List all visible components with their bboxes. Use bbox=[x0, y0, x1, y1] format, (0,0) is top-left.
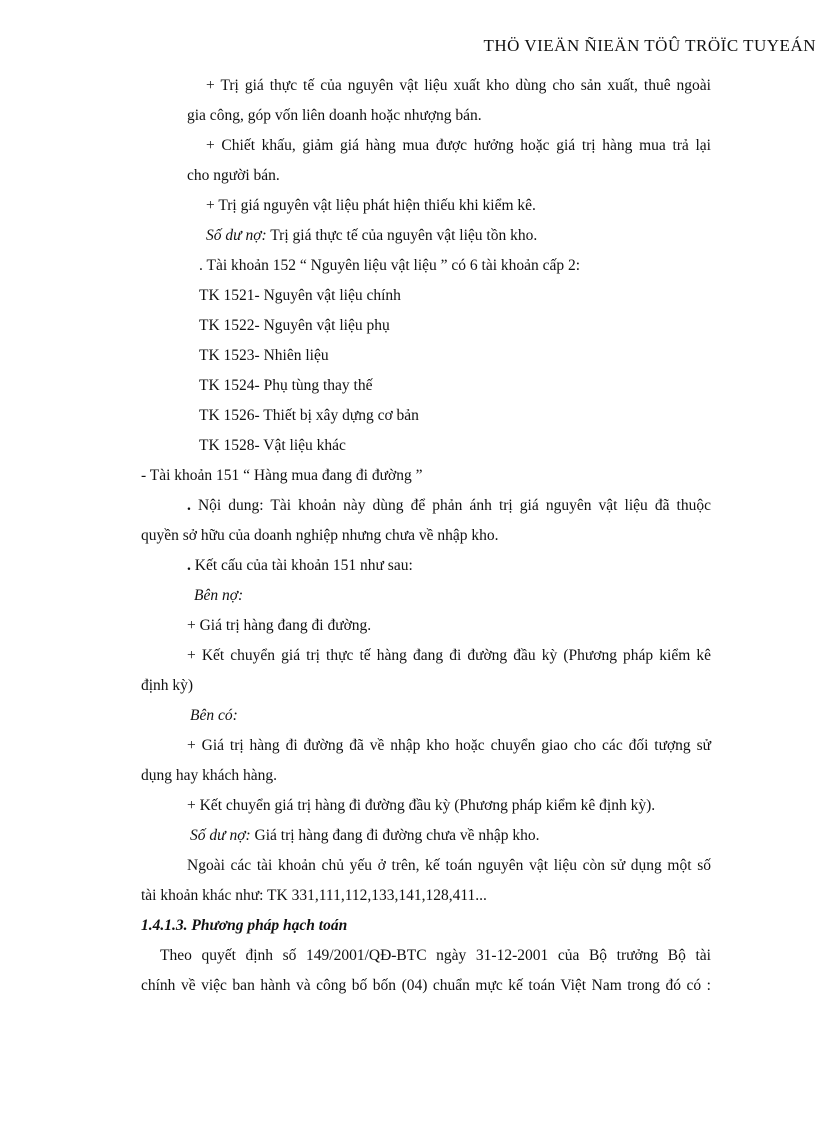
label-so-du-no: Số dư nợ: bbox=[206, 227, 267, 244]
text-line: định kỳ) bbox=[141, 677, 194, 694]
section-heading: 1.4.1.3. Phương pháp hạch toán bbox=[141, 917, 348, 934]
page-header: THÖ VIEÄN ÑIEÄN TÖÛ TRÖÏC TUYEÁN bbox=[483, 36, 816, 55]
account-item: TK 1522- Nguyên vật liệu phụ bbox=[199, 317, 390, 334]
bullet-dot: . bbox=[187, 557, 191, 574]
account-item: TK 1528- Vật liệu khác bbox=[199, 437, 346, 454]
text-line: cho người bán. bbox=[187, 167, 280, 184]
text-line: chính về việc ban hành và công bố bốn (04) chuẩn mực kế toán Việt Nam trong đó có : bbox=[141, 977, 711, 994]
account-item: TK 1524- Phụ tùng thay thế bbox=[199, 377, 373, 394]
text-line: + Kết chuyển giá trị hàng đi đường đầu kỳ (Phương pháp kiểm kê định kỳ). bbox=[187, 797, 656, 814]
text-line: Ngoài các tài khoản chủ yếu ở trên, kế toán nguyên vật liệu còn sử dụng một số bbox=[187, 857, 711, 874]
text-line: Theo quyết định số 149/2001/QĐ-BTC ngày 31-12-2001 của Bộ trưởng Bộ tài bbox=[160, 947, 711, 964]
text-line: quyền sở hữu của doanh nghiệp nhưng chưa về nhập kho. bbox=[141, 527, 499, 544]
text-line bbox=[190, 826, 540, 846]
account-item: TK 1526- Thiết bị xây dựng cơ bản bbox=[199, 407, 419, 424]
bullet-dot: . bbox=[187, 497, 191, 514]
text-line: + Kết chuyển giá trị thực tế hàng đang đi đường đầu kỳ (Phương pháp kiểm kê bbox=[187, 647, 711, 664]
text-line: . Tài khoản 152 “ Nguyên liệu vật liệu ” có 6 tài khoản cấp 2: bbox=[199, 257, 581, 274]
account-item: TK 1521- Nguyên vật liệu chính bbox=[199, 287, 401, 304]
text-line: tài khoản khác như: TK 331,111,112,133,141,128,411... bbox=[141, 887, 487, 904]
text-span: Trị giá thực tế của nguyên vật liệu tồn kho. bbox=[270, 227, 538, 244]
text-line: - Tài khoản 151 “ Hàng mua đang đi đường ” bbox=[141, 467, 423, 484]
account-item: TK 1523- Nhiên liệu bbox=[199, 347, 329, 364]
label-ben-co: Bên có: bbox=[190, 707, 238, 724]
text-span: Kết cấu của tài khoản 151 như sau: bbox=[194, 557, 413, 574]
label-so-du-no: Số dư nợ: bbox=[190, 827, 251, 844]
text-line: + Giá trị hàng đi đường đã về nhập kho hoặc chuyển giao cho các đối tượng sử bbox=[187, 737, 711, 754]
label-ben-no: Bên nợ: bbox=[194, 587, 244, 604]
text-line bbox=[206, 226, 537, 246]
text-line: dụng hay khách hàng. bbox=[141, 767, 278, 784]
text-line bbox=[187, 556, 413, 576]
text-line: + Chiết khấu, giảm giá hàng mua được hưởng hoặc giá trị hàng mua trả lại bbox=[206, 137, 711, 154]
text-line: + Trị giá thực tế của nguyên vật liệu xuất kho dùng cho sản xuất, thuê ngoài bbox=[206, 77, 711, 94]
text-line: gia công, góp vốn liên doanh hoặc nhượng bán. bbox=[187, 107, 482, 124]
text-line bbox=[187, 496, 711, 516]
text-span: Nội dung: Tài khoản này dùng để phản ánh trị giá nguyên vật liệu đã thuộc bbox=[197, 497, 711, 514]
text-span: Giá trị hàng đang đi đường chưa về nhập kho. bbox=[254, 827, 540, 844]
text-line: + Trị giá nguyên vật liệu phát hiện thiếu khi kiểm kê. bbox=[206, 197, 536, 214]
text-line: + Giá trị hàng đang đi đường. bbox=[187, 617, 372, 634]
